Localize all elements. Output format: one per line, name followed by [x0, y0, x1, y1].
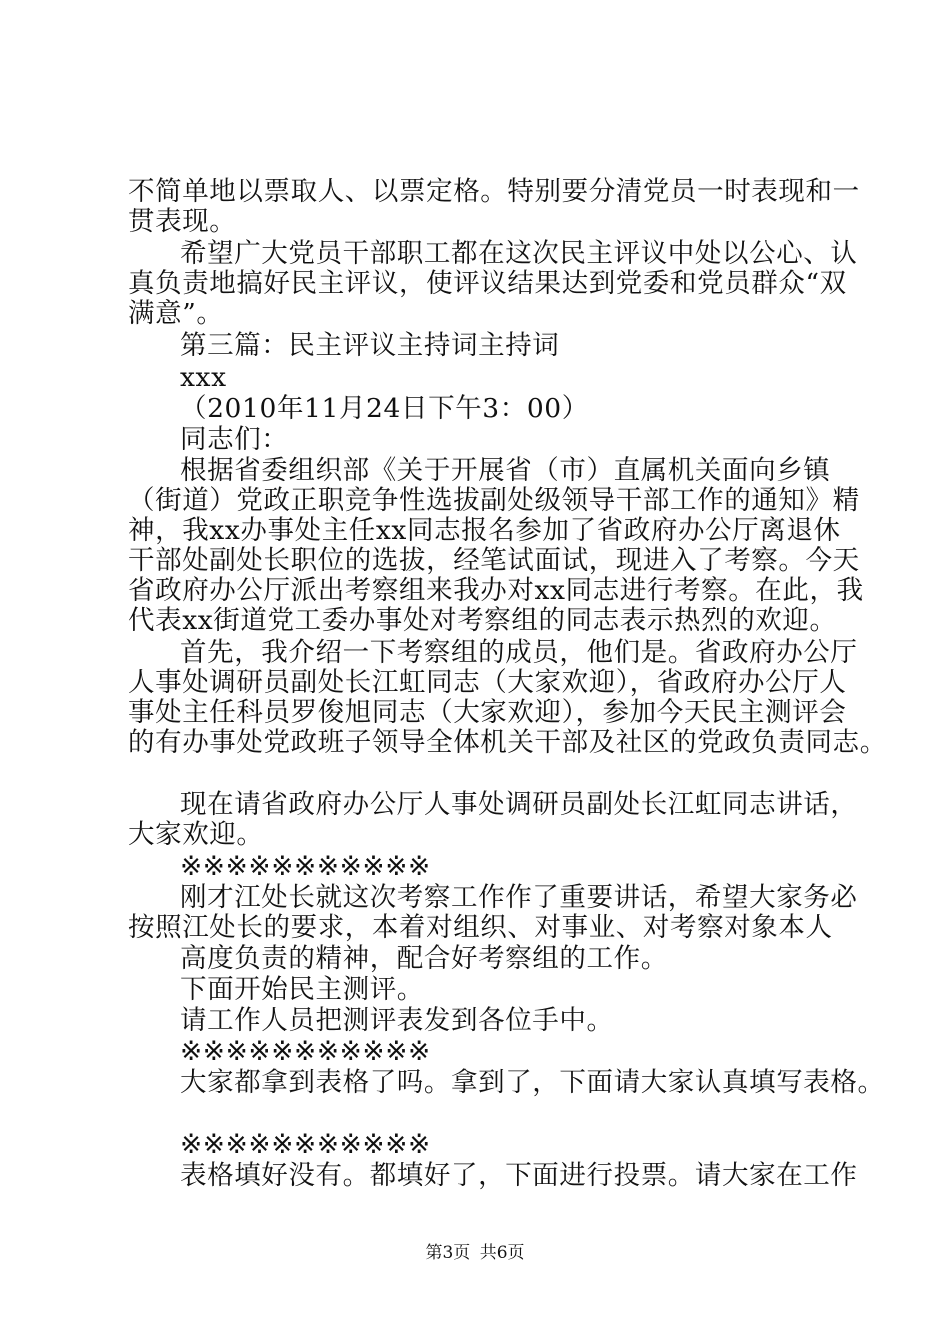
text-line: （街道）党政正职竞争性选拔副处级领导干部工作的通知》精 [128, 485, 860, 516]
separator-marks: ※※※※※※※※※※※ [180, 851, 431, 882]
text-line: 事处主任科员罗俊旭同志（大家欢迎），参加今天民主测评会 [128, 697, 847, 728]
separator-marks: ※※※※※※※※※※※ [180, 1036, 431, 1067]
text-line: 人事处调研员副处长江虹同志（大家欢迎），省政府办公厅人 [128, 667, 847, 698]
date-line: （2010年11月24日下午3：00） [180, 393, 589, 424]
text-line: 刚才江处长就这次考察工作作了重要讲话，希望大家务必 [180, 882, 858, 913]
text-line: 省政府办公厅派出考察组来我办对xx同志进行考察。在此，我 [128, 575, 864, 606]
page-number: 第3页 [425, 1243, 471, 1263]
text-line: 大家欢迎。 [128, 819, 264, 850]
text-line: 贯表现。 [128, 206, 237, 237]
separator-marks: ※※※※※※※※※※※ [180, 1129, 431, 1160]
text-line: 根据省委组织部《关于开展省（市）直属机关面向乡镇 [180, 455, 831, 486]
text-line: 希望广大党员干部职工都在这次民主评议中处以公心、认 [180, 238, 858, 269]
text-line: 代表xx街道党工委办事处对考察组的同志表示热烈的欢迎。 [128, 605, 837, 636]
text-line: 神，我xx办事处主任xx同志报名参加了省政府办公厅离退休 [128, 515, 841, 546]
text-line: 的有办事处党政班子领导全体机关干部及社区的党政负责同志。 [128, 727, 887, 758]
text-line: 表格填好没有。都填好了，下面进行投票。请大家在工作 [180, 1160, 858, 1191]
page-total: 共6页 [479, 1243, 525, 1263]
text-line: 下面开始民主测评。 [180, 974, 424, 1005]
text-line: 满意”。 [128, 298, 224, 329]
salutation: 同志们： [180, 424, 289, 455]
text-line: 请工作人员把测评表发到各位手中。 [180, 1005, 614, 1036]
text-line: 不简单地以票取人、以票定格。特别要分清党员一时表现和一 [128, 176, 860, 207]
section-title: 第三篇：民主评议主持词主持词 [180, 330, 560, 361]
text-line: 首先，我介绍一下考察组的成员，他们是。省政府办公厅 [180, 637, 858, 668]
text-line: 按照江处长的要求，本着对组织、对事业、对考察对象本人 [128, 912, 833, 943]
text-line: 高度负责的精神，配合好考察组的工作。 [180, 943, 668, 974]
text-line: xxx [180, 362, 227, 393]
page-footer [0, 1243, 950, 1263]
text-line: 大家都拿到表格了吗。拿到了，下面请大家认真填写表格。 [180, 1067, 885, 1098]
text-line: 真负责地搞好民主评议，使评议结果达到党委和党员群众“双 [128, 268, 847, 299]
text-line: 现在请省政府办公厅人事处调研员副处长江虹同志讲话， [180, 789, 858, 820]
text-line: 干部处副处长职位的选拔，经笔试面试，现进入了考察。今天 [128, 545, 860, 576]
